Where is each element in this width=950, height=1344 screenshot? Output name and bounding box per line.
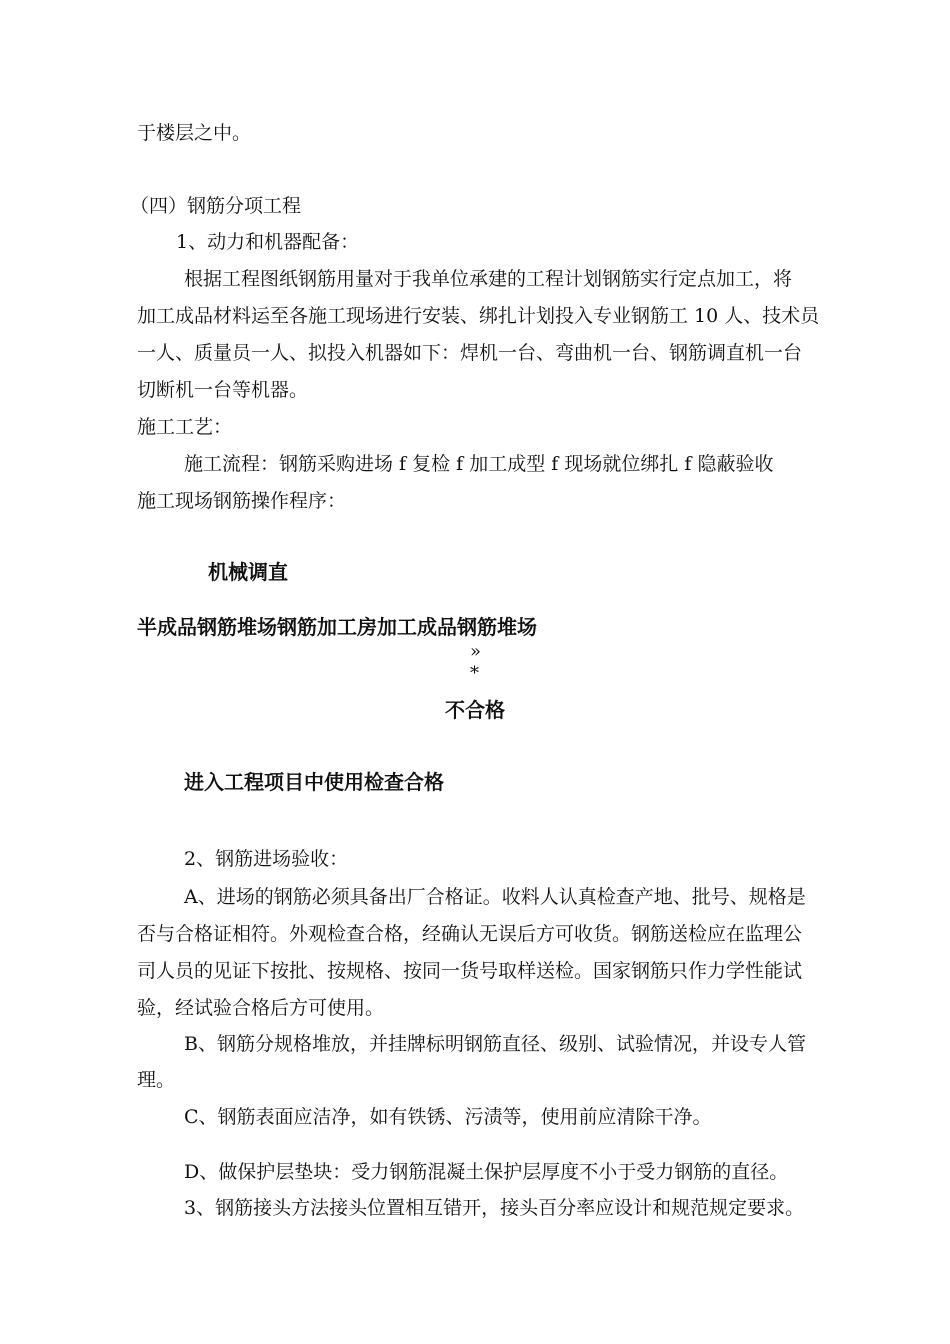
flow-node-straighten: 机械调直 <box>208 560 288 584</box>
text-line: 施工现场钢筋操作程序： <box>137 490 347 512</box>
text-line: A、进场的钢筋必须具备出厂合格证。收料人认真检查产地、批号、规格是 <box>184 886 806 908</box>
text-line: 根据工程图纸钢筋用量对于我单位承建的工程计划钢筋实行定点加工，将 <box>184 268 793 290</box>
flow-node-fail: 不合格 <box>445 698 505 722</box>
subsection-heading: 1、动力和机器配备： <box>176 231 360 253</box>
text-line: 于楼层之中。 <box>137 122 252 144</box>
text-line: 司人员的见证下按批、按规格、按同一货号取样送检。国家钢筋只作力学性能试 <box>137 960 803 982</box>
flow-symbol: * <box>470 663 479 684</box>
flow-node-yards: 半成品钢筋堆场钢筋加工房加工成品钢筋堆场 <box>137 615 537 639</box>
subsection-heading: 3、钢筋接头方法接头位置相互错开，接头百分率应设计和规范规定要求。 <box>184 1197 805 1219</box>
flow-symbol: » <box>470 641 482 662</box>
text-line: 切断机一台等机器。 <box>137 379 309 401</box>
subsection-heading: 2、钢筋进场验收： <box>184 848 349 870</box>
text-line: B、钢筋分规格堆放，并挂牌标明钢筋直径、级别、试验情况，并设专人管 <box>184 1033 806 1055</box>
text-line: 加工成品材料运至各施工现场进行安装、绑扎计划投入专业钢筋工 10 人、技术员 <box>137 305 820 327</box>
text-line: 验，经试验合格后方可使用。 <box>137 997 385 1019</box>
text-line: D、做保护层垫块：受力钢筋混凝土保护层厚度不小于受力钢筋的直径。 <box>184 1161 789 1183</box>
text-line: 理。 <box>137 1069 176 1091</box>
subsection-heading: 施工工艺： <box>137 416 233 438</box>
text-line: 否与合格证相符。外观检查合格，经确认无误后方可收货。钢筋送检应在监理公 <box>137 923 803 945</box>
section-heading: （四）钢筋分项工程 <box>130 195 302 217</box>
text-line: 施工流程：钢筋采购进场 f 复检 f 加工成型 f 现场就位绑扎 f 隐蔽验收 <box>184 453 774 475</box>
text-line: 一人、质量员一人、拟投入机器如下：焊机一台、弯曲机一台、钢筋调直机一台 <box>137 342 803 364</box>
flow-node-pass: 进入工程项目中使用检查合格 <box>184 770 444 794</box>
text-line: C、钢筋表面应洁净，如有铁锈、污渍等，使用前应清除干净。 <box>184 1106 712 1128</box>
